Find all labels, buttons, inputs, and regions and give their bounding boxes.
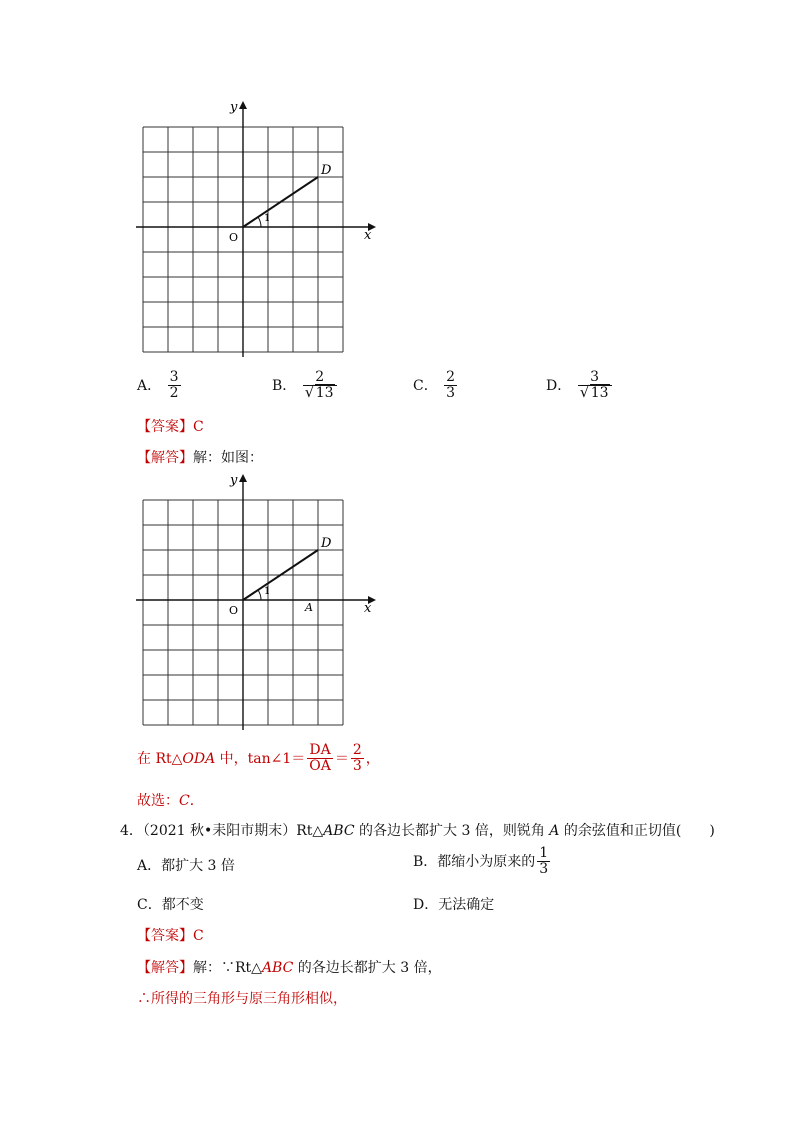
option-c-num: 2 <box>446 369 456 385</box>
option-b <box>272 370 339 402</box>
q4-option-b <box>413 846 552 878</box>
option-b-den: √ 13 <box>304 383 334 402</box>
option-b-num: 2 <box>303 370 337 386</box>
q4-stem-triangle: ABC <box>323 823 355 839</box>
calc-f2-num: 2 <box>352 742 362 758</box>
answer-tag: 【答案】 <box>137 928 193 944</box>
option-a-den: 2 <box>169 385 179 402</box>
solution2-rest: 的各边长都扩大 3 倍， <box>293 960 442 976</box>
option-d-letter: D． <box>546 377 572 394</box>
option-d <box>546 370 614 402</box>
choice-value: C <box>179 793 190 809</box>
y-axis-label: y <box>230 473 238 488</box>
q4-stem-c: 的余弦值和正切值( ) <box>559 823 715 839</box>
angle-1-label: 1 <box>264 213 271 224</box>
choice-text: 故选： <box>137 793 179 809</box>
option-a-num: 3 <box>169 369 179 385</box>
option-d-den: √ 13 <box>579 383 609 402</box>
calc-fraction-2 <box>351 743 364 775</box>
q4-stem-angle: A <box>549 823 560 839</box>
coordinate-grid-figure-1 <box>130 95 380 365</box>
origin-label: O <box>229 604 239 617</box>
option-c-letter: C． <box>413 377 438 394</box>
point-d-label: D <box>321 163 332 178</box>
choice-line-1 <box>137 790 204 810</box>
calc-prefix: 在 Rt△ <box>137 750 183 767</box>
q4-b-den: 3 <box>539 861 549 878</box>
calc-mid: 中，tan∠1＝ <box>215 750 306 767</box>
angle-arc <box>258 590 261 600</box>
answer-line-1 <box>137 416 204 436</box>
solution-tag: 【解答】 <box>137 960 193 976</box>
coordinate-grid-figure-2 <box>130 468 380 738</box>
solution2-lead: 解：∵Rt△ <box>193 960 262 976</box>
calc-f2-den: 3 <box>352 758 362 775</box>
q4-b-num: 1 <box>539 845 549 861</box>
calc-eq: ＝ <box>334 750 349 767</box>
solution-line-2 <box>137 957 442 977</box>
calc-end: ， <box>365 750 380 767</box>
solution-text: 解：如图： <box>193 450 263 466</box>
calculation-line <box>137 743 380 775</box>
x-axis-label: x <box>364 601 372 616</box>
option-a <box>137 370 183 402</box>
point-a-label: A <box>305 601 313 614</box>
q4-option-b-fraction <box>537 846 550 878</box>
q4-stem-a: 4．（2021 秋•耒阳市期末）Rt△ <box>120 823 324 839</box>
solution-line-1 <box>137 447 263 467</box>
option-a-letter: A． <box>137 377 162 394</box>
q4-option-b-text: B．都缩小为原来的 <box>413 853 536 870</box>
option-b-letter: B． <box>272 377 297 394</box>
solution-line-3: ∴所得的三角形与原三角形相似， <box>137 991 347 1007</box>
calc-f1-den: OA <box>309 758 331 775</box>
option-c-fraction <box>444 370 457 402</box>
option-c-den: 3 <box>446 385 456 402</box>
angle-1-label: 1 <box>264 586 271 597</box>
origin-label: O <box>229 231 239 244</box>
point-d-label: D <box>321 536 332 551</box>
q4-option-a: A．都扩大 3 倍 <box>137 858 235 874</box>
option-c <box>413 370 459 402</box>
x-axis-label: x <box>364 228 372 243</box>
option-a-fraction <box>168 370 181 402</box>
q4-option-d: D．无法确定 <box>413 897 495 913</box>
q4-option-c: C．都不变 <box>137 897 204 913</box>
question-4-stem <box>120 820 715 840</box>
q4-stem-b: 的各边长都扩大 3 倍，则锐角 <box>354 823 550 839</box>
calc-f1-num: DA <box>307 743 333 759</box>
answer-line-2 <box>137 925 204 945</box>
calc-triangle: ODA <box>182 750 216 767</box>
solution-tag: 【解答】 <box>137 450 193 466</box>
y-axis-arrow <box>239 101 247 109</box>
angle-arc <box>258 217 261 227</box>
answer-value: C <box>193 419 204 435</box>
option-b-fraction <box>303 370 337 402</box>
y-axis-arrow <box>239 474 247 482</box>
option-d-fraction <box>578 370 612 402</box>
answer-tag: 【答案】 <box>137 419 193 435</box>
solution2-triangle: ABC <box>261 960 294 976</box>
choice-end: ． <box>189 793 204 809</box>
option-d-num: 3 <box>578 370 612 386</box>
y-axis-label: y <box>230 100 238 115</box>
answer-value: C <box>193 928 204 944</box>
calc-fraction-1 <box>307 743 333 775</box>
